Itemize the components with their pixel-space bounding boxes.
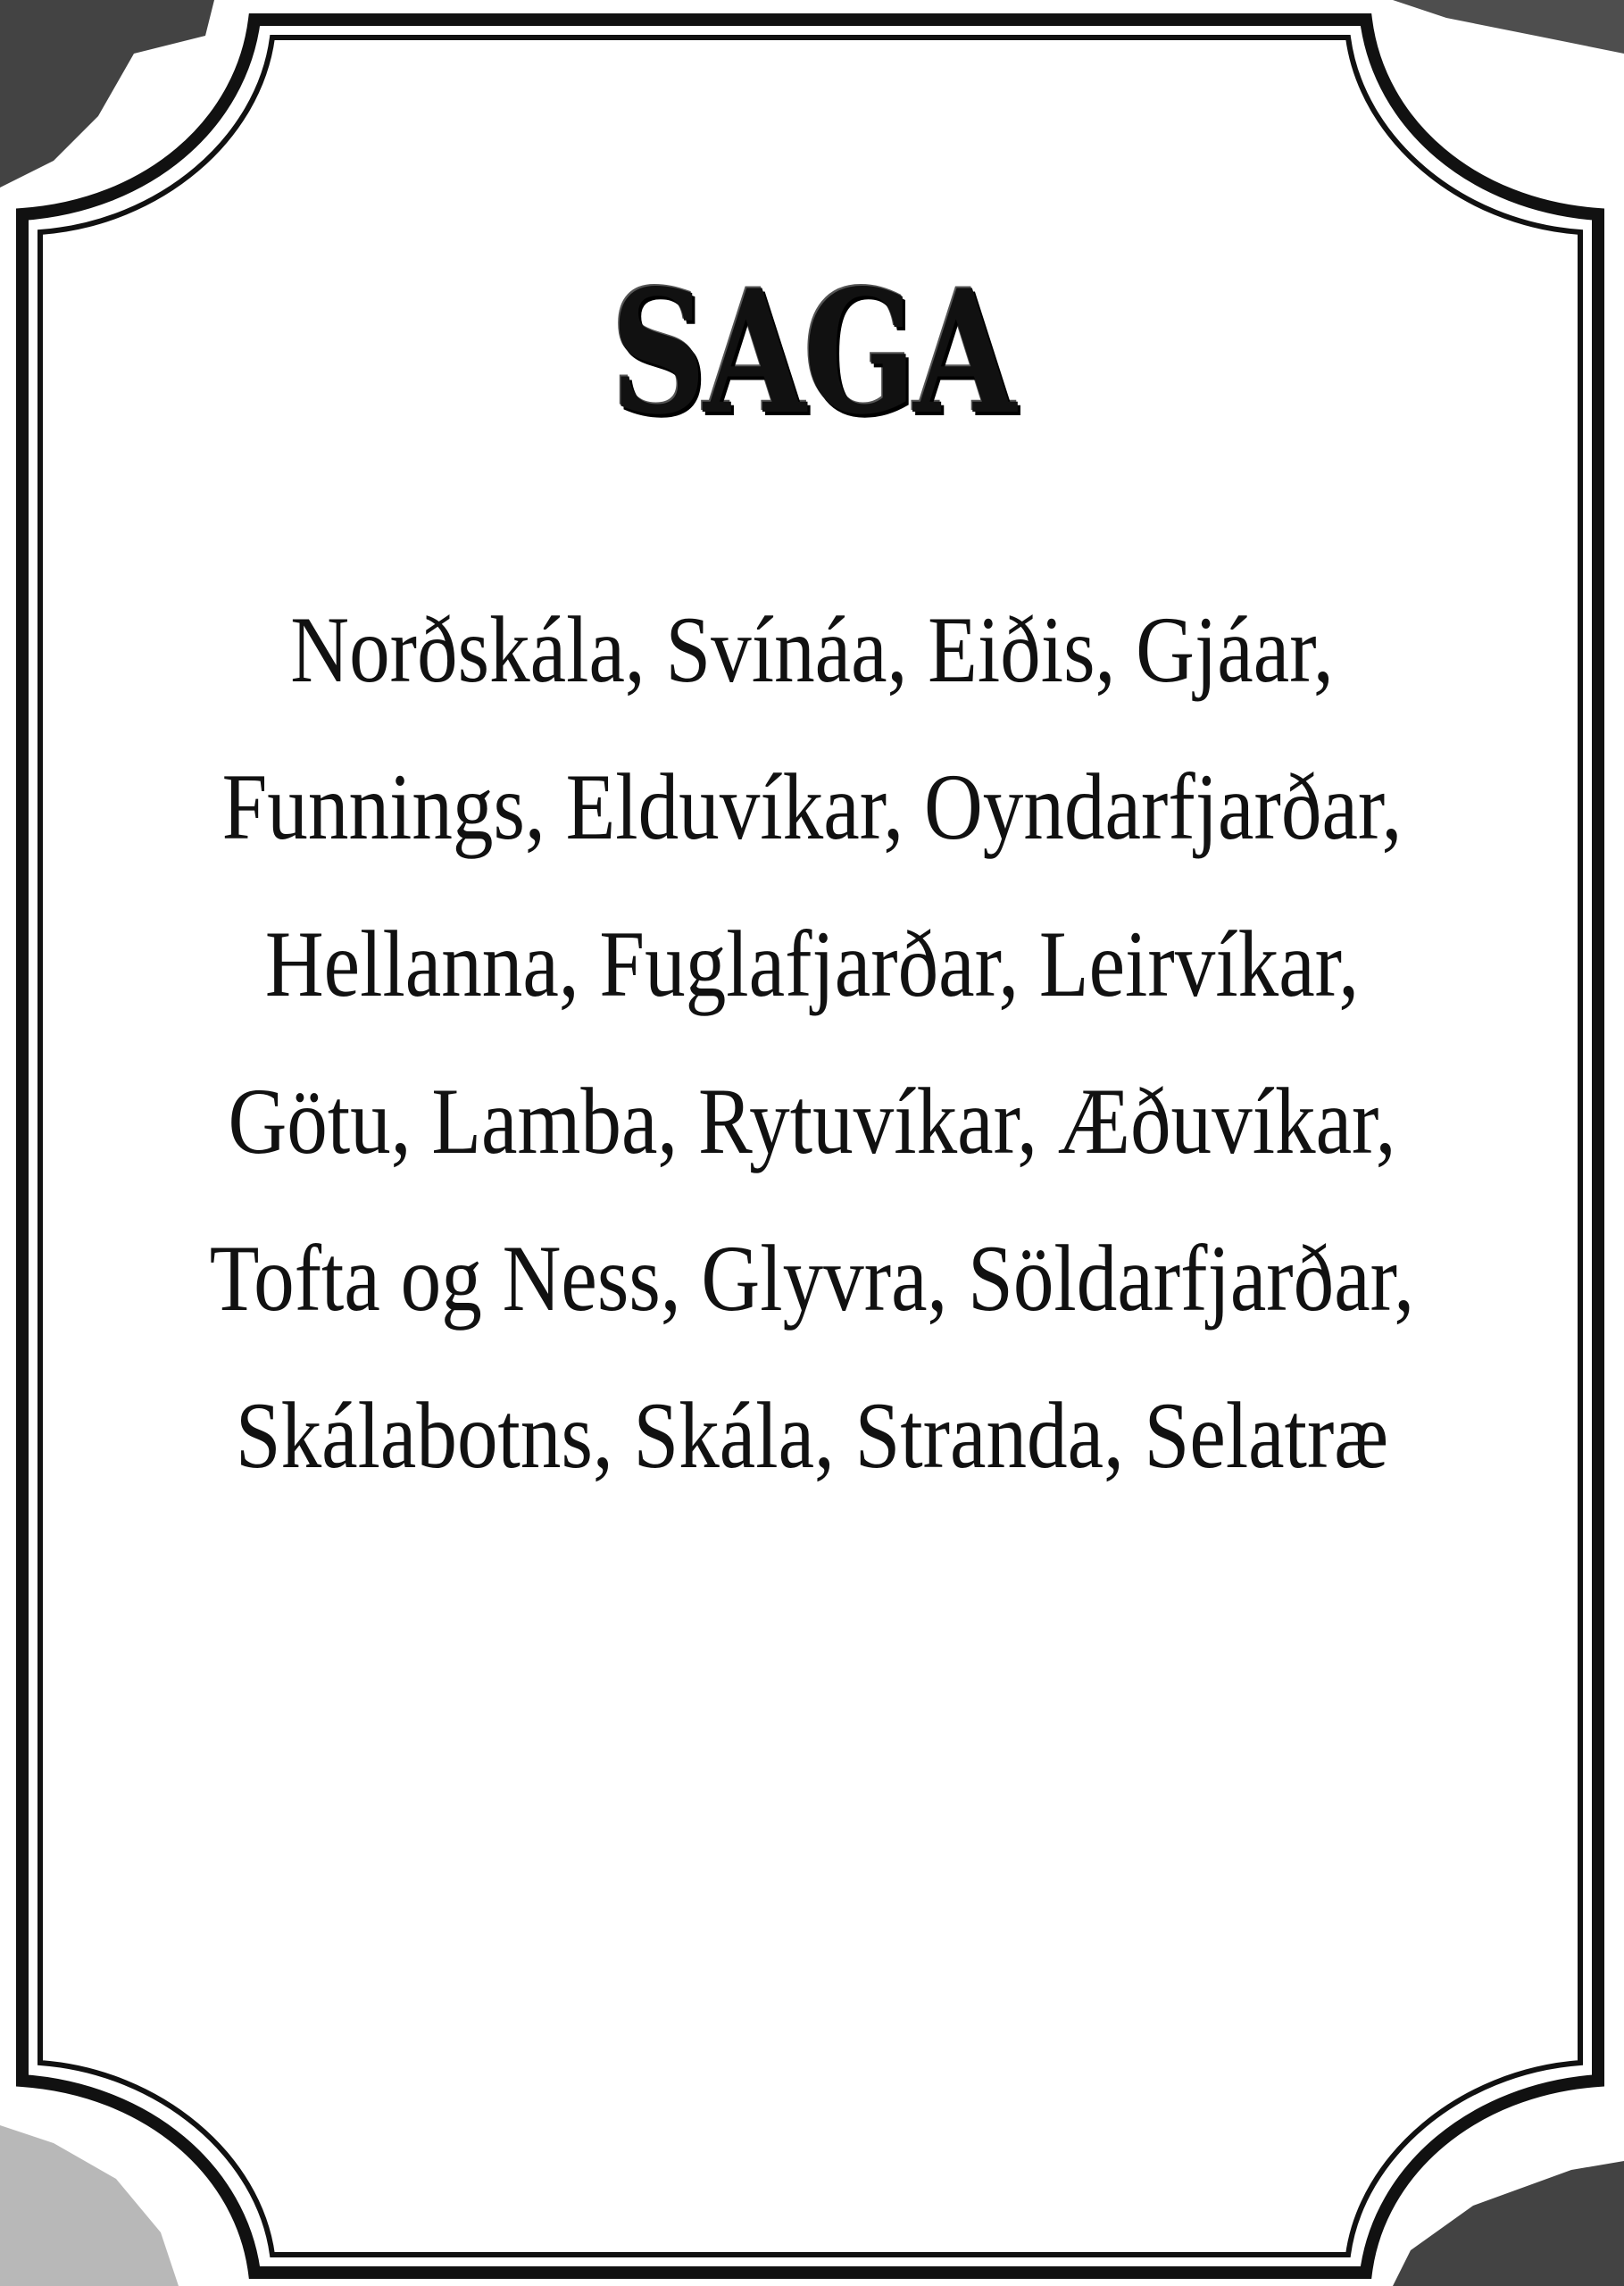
corner-wear-bottom-right [1393,2161,1624,2286]
corner-wear-bottom-left [0,2125,179,2286]
corner-wear-top-right [1393,0,1624,54]
place-line: Funnings, Elduvíkar, Oyndarfjarðar, [221,755,1403,859]
document-title: SAGA [610,253,1014,452]
place-name-list [0,572,1624,1514]
place-line: Tofta og Ness, Glyvra, Söldarfjarðar, [209,1226,1415,1331]
place-line: Götu, Lamba, Rytuvíkar, Æðuvíkar, [228,1069,1396,1173]
place-line: Hellanna, Fuglafjarðar, Leirvíkar, [264,912,1360,1016]
place-line: Norðskála, Svínáa, Eiðis, Gjáar, [290,597,1334,702]
place-line: Skálabotns, Skála, Stranda, Selatræ [235,1383,1389,1488]
